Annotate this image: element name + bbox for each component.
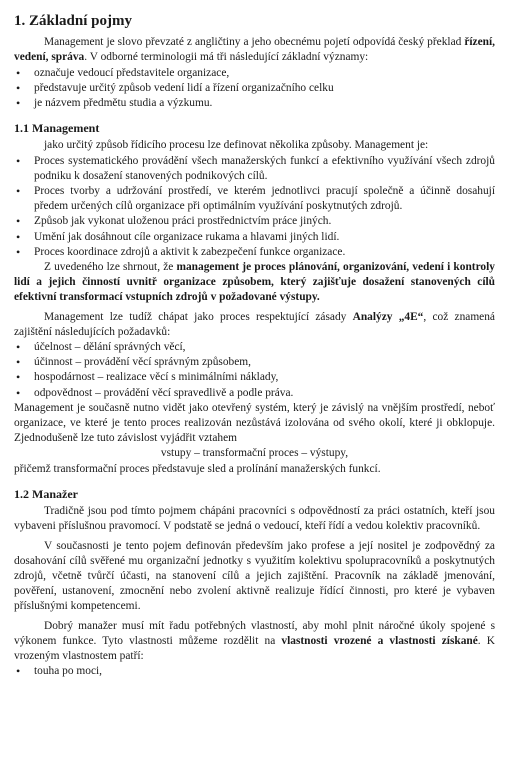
list-item: • účelnost – dělání správných věcí,	[14, 340, 495, 355]
analysis-4e-bold: Analýzy „4E“	[352, 310, 424, 323]
relation-line: vstupy – transformační proces – výstupy,	[160, 447, 349, 460]
manager-paragraph-1: Tradičně jsou pod tímto pojmem chápáni pracovníci s odpovědností za práci ostatních, kteří jsou vybaveni příslušnou pravomocí. V podstatě se jedná o vedoucí, kteří řídí a vedou kolektiv pracovníků.	[14, 505, 495, 533]
section-heading-1-2: 1.2 Manažer	[14, 486, 78, 501]
list-item: • Proces tvorby a udržování prostředí, ve kterém jednotlivci pracují společně a účinně dosahují předem určených cílů organizace při optimálním využívání poskytnutých zdrojů.	[14, 184, 495, 214]
system-paragraph: Management je současně nutno vidět jako otevřený systém, který je závislý na vnějším prostředí, neboť organizace, ve které je tento proces realizován nezůstává izolována od svého okolí, které ji obklopuje. Zjednodušeně lze tuto závislost vyjádřit vztahem	[14, 401, 495, 445]
list-item: • Proces koordinace zdrojů a aktivit k zabezpečení funkce organizace.	[14, 245, 495, 260]
intro-paragraph: Management je slovo převzaté z angličtiny a jeho obecnému pojetí odpovídá český překlad řízení, vedení, správa. V odborné terminologii má tři následující základní významy:	[14, 36, 495, 64]
list-item: • touha po moci,	[14, 664, 495, 679]
four-e-list	[14, 340, 495, 401]
section-heading-1-1: 1.1 Management	[14, 121, 100, 136]
list-item: • Umění jak dosáhnout cíle organizace rukama a hlavami jiných lidí.	[14, 230, 495, 245]
innate-traits-list	[14, 664, 495, 679]
summary-paragraph: Z uvedeného lze shrnout, že management je proces plánování, organizování, vedení i kontroly lidí a jejich činností uvnitř organizace způsobem, který zajišťuje dosažení stanovených cílů efektivní transformací vstupních zdrojů v požadované výstupy.	[14, 261, 495, 304]
intro-bold: řízení, vedení, správa	[14, 36, 495, 64]
analysis-4e-paragraph: Management lze tudíž chápat jako proces respektující zásady Analýzy „4E“, což znamená zajištění následujících požadavků:	[14, 310, 495, 338]
list-item: • je názvem předmětu studia a výzkumu.	[14, 96, 495, 111]
definition-list	[14, 154, 495, 260]
manager-paragraph-2: V současnosti je tento pojem definován především jako profese a její nositel je zodpovědný za dosahování cílů svěřené mu organizační jednotky s využitím kolektivu spolupracovníků a poskytnutých zdrojů, včetně tvůrčí účasti, na stanovení cílů a jejich zajištění. Pracovník na základě jmenování, pověření, ustanovení, zmocnění nebo zvolení aktivně realizuje řídící činnosti, pro které je vybaven příslušnými kompetencemi.	[14, 539, 495, 613]
manager-paragraph-3: Dobrý manažer musí mít řadu potřebných vlastností, aby mohl plnit náročné úkoly spojené s výkonem funkce. Tyto vlastnosti můžeme rozdělit na vlastnosti vrozené a vlastnosti získané. K vrozeným vlastnostem patří:	[14, 619, 495, 662]
relation-after: přičemž transformační proces představuje sled a prolínání manažerských funkcí.	[14, 462, 381, 475]
list-item: • odpovědnost – provádění věcí spravedlivě a podle práva.	[14, 386, 495, 401]
summary-bold: management je proces plánování, organizování, vedení i kontroly lidí a jejich činností uvnitř organizace způsobem, který zajišťuje dosažení stanovených cílů efektivní transformací vstupních zdrojů v požadované výstupy.	[14, 261, 495, 304]
list-item: • hospodárnost – realizace věcí s minimálními náklady,	[14, 370, 495, 385]
section-lead: jako určitý způsob řídicího procesu lze definovat několika způsoby. Management je:	[44, 139, 429, 152]
list-item: • Způsob jak vykonat uloženou práci prostřednictvím práce jiných.	[14, 214, 495, 229]
manager-bold: vlastnosti vrozené a vlastnosti získané	[281, 634, 478, 647]
list-item: • účinnost – provádění věcí správným způsobem,	[14, 355, 495, 370]
list-item: • představuje určitý způsob vedení lidí a řízení organizačního celku	[14, 81, 495, 96]
list-item: • označuje vedoucí představitele organizace,	[14, 66, 495, 81]
intro-list	[14, 66, 495, 112]
chapter-heading: 1. Základní pojmy	[14, 13, 132, 29]
list-item: • Proces systematického provádění všech manažerských funkcí a efektivního využívání všech zdrojů podniku k dosažení stanovených podnikových cílů.	[14, 154, 495, 184]
